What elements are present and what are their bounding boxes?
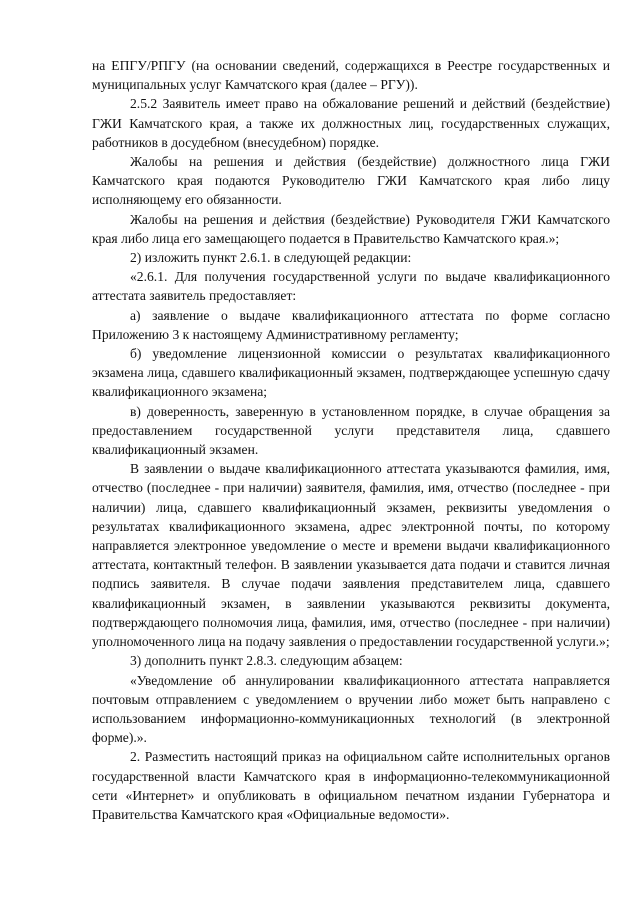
- paragraph-2-5-2: 2.5.2 Заявитель имеет право на обжалование решений и действий (бездействие) ГЖИ Камчатского края, а также их должностных лиц, государственных служащих, работников в досудебном (внесудебном) порядке.: [92, 96, 610, 150]
- paragraph-item-3: 3) дополнить пункт 2.8.3. следующим абзацем:: [130, 653, 403, 669]
- paragraph-subitem-a: а) заявление о выдаче квалификационного аттестата по форме согласно Приложению 3 к настоящему Административному регламенту;: [92, 307, 610, 342]
- paragraph-application-contents: В заявлении о выдаче квалификационного аттестата указываются фамилия, имя, отчество (последнее - при наличии) заявителя, фамилия, имя, отчество (последнее - при наличии) лица, сдавшего квалификационный экзамен, реквизиты уведомления о результатах квалификационного экзамена, адрес электронной почты, по которому направляется электронное уведомление о месте и времени выдачи квалификационного аттестата, контактный телефон. В заявлении указывается дата подачи и ставится личная подпись заявителя. В случае подачи заявления представителем лица, сдавшего квалификационный экзамен, в заявлении указываются реквизиты документа, подтверждающего полномочия лица, фамилия, имя, отчество (последнее - при наличии) уполномоченного лица на подачу заявления о предоставлении государственной услуги.»;: [92, 461, 610, 650]
- paragraph-complaint-official: Жалобы на решения и действия (бездействие) должностного лица ГЖИ Камчатского края подаются Руководителю ГЖИ Камчатского края либо лицу исполняющему его обязанности.: [92, 154, 610, 208]
- document-page: [92, 56, 610, 824]
- paragraph-cancellation-notice: «Уведомление об аннулировании квалификационного аттестата направляется почтовым отправлением с уведомлением о вручении либо может быть направлено с использованием информационно-коммуникационных технологий (в электронной форме).».: [92, 672, 610, 746]
- paragraph-subitem-b: б) уведомление лицензионной комиссии о результатах квалификационного экзамена лица, сдавшего квалификационный экзамен, подтверждающее успешную сдачу квалификационного экзамена;: [92, 346, 610, 400]
- paragraph-publish-order: 2. Разместить настоящий приказ на официальном сайте исполнительных органов государственной власти Камчатского края в информационно-телекоммуникационной сети «Интернет» и опубликовать в официальном печатном издании Губернатора и Правительства Камчатского края «Официальные ведомости».: [92, 749, 610, 822]
- paragraph-complaint-head: Жалобы на решения и действия (бездействие) Руководителя ГЖИ Камчатского края либо лица его замещающего подается в Правительство Камчатского края.»;: [92, 211, 610, 246]
- paragraph-2-6-1: «2.6.1. Для получения государственной услуги по выдаче квалификационного аттестата заявитель предоставляет:: [92, 269, 610, 304]
- paragraph-item-2: 2) изложить пункт 2.6.1. в следующей редакции:: [130, 250, 412, 266]
- paragraph-continuation: на ЕПГУ/РПГУ (на основании сведений, содержащихся в Реестре государственных и муниципальных услуг Камчатского края (далее – РГУ)).: [92, 58, 610, 93]
- paragraph-subitem-v: в) доверенность, заверенную в установленном порядке, в случае обращения за предоставлением государственной услуги представителя лица, сдавшего квалификационный экзамен.: [92, 403, 610, 458]
